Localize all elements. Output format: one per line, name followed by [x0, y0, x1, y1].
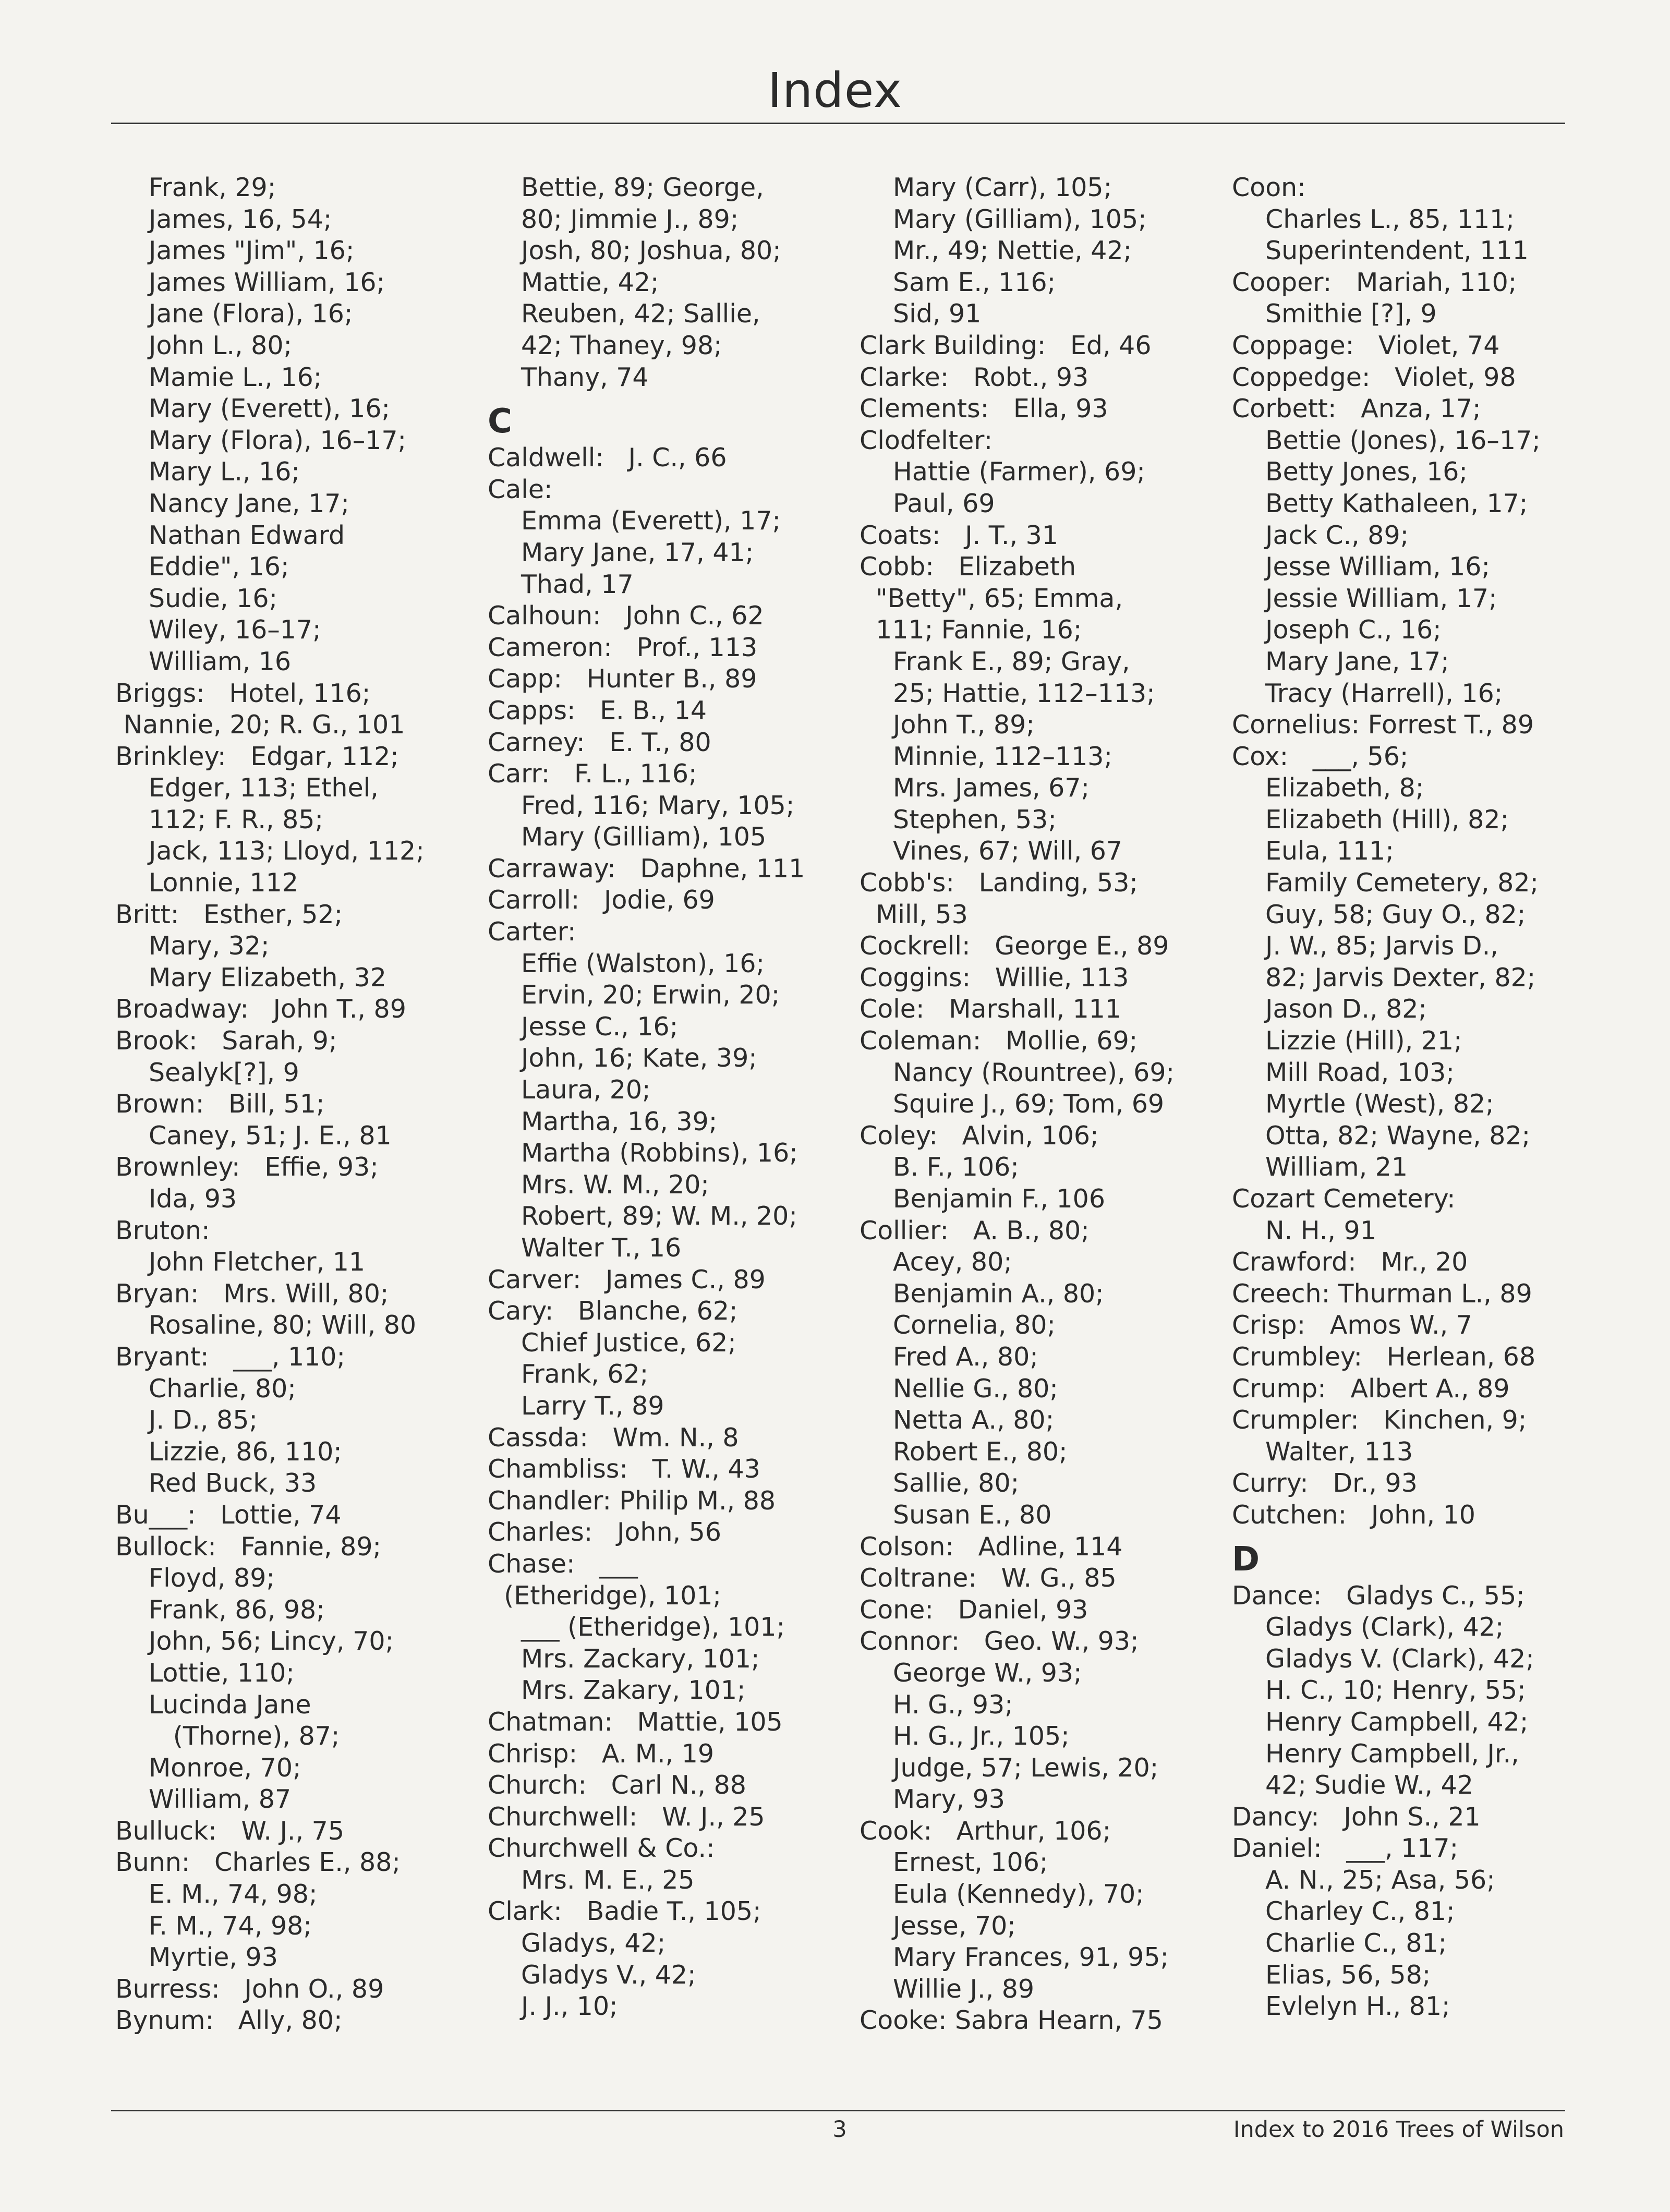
index-subentry: Paul, 69: [893, 488, 995, 518]
index-subentry: Frank E., 89; Gray,: [893, 646, 1130, 676]
index-subentry: E. M., 74, 98;: [149, 1879, 318, 1909]
index-subentry: Edger, 113; Ethel,: [149, 773, 379, 803]
index-entry: Colson: Adline, 114: [860, 1531, 1123, 1562]
index-subentry: N. H., 91: [1265, 1215, 1376, 1246]
index-subentry: H. G., 93;: [893, 1689, 1013, 1720]
index-entry: Church: Carl N., 88: [488, 1770, 746, 1800]
index-entry: Daniel: ___, 117;: [1232, 1833, 1459, 1864]
index-subentry: Gladys (Clark), 42;: [1265, 1612, 1504, 1642]
index-subentry: William, 87: [149, 1784, 292, 1815]
footer-rule: [111, 2110, 1565, 2111]
index-subentry: Charles L., 85, 111;: [1265, 204, 1515, 234]
index-subentry: H. C., 10; Henry, 55;: [1265, 1675, 1526, 1706]
index-entry: 111; Fannie, 16;: [860, 615, 1082, 645]
index-entry: (Etheridge), 101;: [488, 1580, 722, 1611]
index-subentry: 42; Thaney, 98;: [521, 330, 722, 360]
index-subentry: James William, 16;: [149, 267, 385, 297]
index-entry: Brinkley: Edgar, 112;: [115, 741, 399, 771]
index-subentry: Mrs. W. M., 20;: [521, 1169, 709, 1200]
index-subentry: Judge, 57; Lewis, 20;: [893, 1752, 1159, 1783]
index-subentry: Jack C., 89;: [1265, 520, 1409, 550]
index-subentry: Betty Jones, 16;: [1265, 457, 1468, 487]
index-subentry: Stephen, 53;: [893, 804, 1057, 835]
index-subentry: Mrs. Zakary, 101;: [521, 1675, 746, 1706]
index-subentry: Nancy Jane, 17;: [149, 488, 349, 518]
index-subentry: Mary, 32;: [149, 931, 270, 961]
index-subentry: Walter T., 16: [521, 1233, 682, 1263]
index-subentry: Elizabeth, 8;: [1265, 773, 1424, 803]
index-entry: Carney: E. T., 80: [488, 727, 711, 757]
index-entry: Creech: Thurman L., 89: [1232, 1278, 1532, 1309]
index-subentry: Lucinda Jane: [149, 1689, 311, 1720]
index-subentry: Bettie (Jones), 16–17;: [1265, 425, 1541, 455]
index-subentry: Eula, 111;: [1265, 836, 1394, 866]
index-entry: Coon:: [1232, 173, 1306, 202]
index-entry: Chrisp: A. M., 19: [488, 1738, 715, 1769]
index-subentry: Mrs. James, 67;: [893, 773, 1090, 803]
index-subentry: Martha, 16, 39;: [521, 1106, 718, 1137]
index-entry: Bullock: Fannie, 89;: [115, 1531, 382, 1562]
index-entry: Bruton:: [115, 1215, 210, 1246]
index-entry: Carroll: Jodie, 69: [488, 885, 715, 915]
index-subentry: Netta A., 80;: [893, 1405, 1055, 1435]
index-subentry: J. D., 85;: [149, 1405, 258, 1435]
index-subentry: Mr., 49; Nettie, 42;: [893, 236, 1132, 266]
index-subentry: Mattie, 42;: [521, 267, 659, 297]
index-subentry: John Fletcher, 11: [149, 1247, 366, 1277]
index-subentry: H. G., Jr., 105;: [893, 1721, 1070, 1751]
index-subentry: Mary Jane, 17;: [1265, 646, 1449, 676]
index-subentry: Lottie, 110;: [149, 1658, 295, 1688]
index-subentry: Acey, 80;: [893, 1247, 1012, 1277]
index-entry: Cole: Marshall, 111: [860, 994, 1122, 1024]
index-entry: Cockrell: George E., 89: [860, 931, 1169, 961]
index-entry: Charles: John, 56: [488, 1517, 722, 1548]
index-entry: Bunn: Charles E., 88;: [115, 1847, 401, 1878]
index-subentry: Otta, 82; Wayne, 82;: [1265, 1120, 1531, 1151]
index-subentry: Mrs. M. E., 25: [521, 1865, 695, 1895]
index-subentry: Rosaline, 80; Will, 80: [149, 1310, 417, 1340]
index-subentry: Jessie William, 17;: [1265, 583, 1497, 613]
index-entry: Coley: Alvin, 106;: [860, 1120, 1099, 1151]
index-subentry: Mamie L., 16;: [149, 362, 322, 392]
index-subentry: Sam E., 116;: [893, 267, 1056, 297]
index-subentry: Susan E., 80: [893, 1500, 1052, 1530]
index-subentry: Thad, 17: [521, 569, 634, 599]
index-entry: Cobb's: Landing, 53;: [860, 868, 1138, 898]
index-entry: Carraway: Daphne, 111: [488, 853, 805, 884]
index-subentry: J. J., 10;: [521, 1991, 618, 2022]
index-entry: Coltrane: W. G., 85: [860, 1563, 1117, 1593]
index-subentry: Family Cemetery, 82;: [1265, 868, 1539, 898]
section-letter: C: [488, 402, 512, 441]
section-letter: D: [1232, 1540, 1260, 1579]
index-entry: Clodfelter:: [860, 425, 993, 455]
index-subentry: Myrtle (West), 82;: [1265, 1089, 1494, 1119]
index-subentry: George W., 93;: [893, 1658, 1082, 1688]
index-entry: Caldwell: J. C., 66: [488, 443, 727, 473]
index-entry: Crawford: Mr., 20: [1232, 1247, 1468, 1277]
index-subentry: James, 16, 54;: [149, 204, 332, 234]
index-subentry: Willie J., 89: [893, 1974, 1035, 2004]
index-subentry: John, 56; Lincy, 70;: [149, 1626, 394, 1657]
index-entry: Corbett: Anza, 17;: [1232, 394, 1481, 424]
index-subentry: A. N., 25; Asa, 56;: [1265, 1865, 1495, 1895]
index-entry: Connor: Geo. W., 93;: [860, 1626, 1139, 1657]
index-subentry: 112; F. R., 85;: [149, 804, 323, 835]
index-subentry: Sudie, 16;: [149, 583, 278, 613]
index-entry: Dancy: John S., 21: [1232, 1802, 1481, 1832]
index-entry: Curry: Dr., 93: [1232, 1468, 1418, 1498]
index-subentry: Mary Jane, 17, 41;: [521, 537, 754, 567]
index-entry: Bryant: ___, 110;: [115, 1341, 345, 1372]
index-subentry: John L., 80;: [149, 330, 293, 360]
index-subentry: Mary (Flora), 16–17;: [149, 425, 407, 455]
index-column-2: [488, 172, 805, 2023]
index-entry: Brook: Sarah, 9;: [115, 1026, 337, 1056]
index-subentry: Wiley, 16–17;: [149, 615, 321, 645]
index-subentry: Mary Frances, 91, 95;: [893, 1942, 1169, 1973]
index-subentry: Fred A., 80;: [893, 1341, 1038, 1372]
index-subentry: Effie (Walston), 16;: [521, 948, 765, 978]
index-entry: Coggins: Willie, 113: [860, 962, 1129, 993]
index-entry: "Betty", 65; Emma,: [860, 583, 1123, 613]
index-subentry: Frank, 86, 98;: [149, 1594, 325, 1625]
header-rule: [111, 123, 1565, 124]
index-subentry: Lizzie (Hill), 21;: [1265, 1026, 1462, 1056]
index-subentry: Mary, 93: [893, 1784, 1005, 1815]
index-subentry: Jack, 113; Lloyd, 112;: [149, 836, 425, 866]
index-subentry: Bettie, 89; George,: [521, 173, 764, 202]
index-subentry: ___ (Etheridge), 101;: [521, 1612, 785, 1642]
index-subentry: Fred, 116; Mary, 105;: [521, 790, 795, 820]
index-subentry: Joseph C., 16;: [1265, 615, 1442, 645]
index-subentry: Reuben, 42; Sallie,: [521, 299, 760, 329]
index-column-4: [1232, 172, 1541, 2023]
index-entry: Cone: Daniel, 93: [860, 1594, 1088, 1625]
index-entry: Broadway: John T., 89: [115, 994, 406, 1024]
index-entry: Brown: Bill, 51;: [115, 1089, 325, 1119]
index-entry: Chambliss: T. W., 43: [488, 1454, 760, 1484]
index-subentry: Cornelia, 80;: [893, 1310, 1056, 1340]
index-subentry: Gladys, 42;: [521, 1928, 666, 1959]
index-entry: Chatman: Mattie, 105: [488, 1707, 783, 1737]
index-subentry: Robert E., 80;: [893, 1436, 1068, 1467]
index-subentry: Benjamin A., 80;: [893, 1278, 1104, 1309]
index-subentry: Guy, 58; Guy O., 82;: [1265, 899, 1526, 929]
index-entry: Bynum: Ally, 80;: [115, 2005, 343, 2036]
index-subentry: 42; Sudie W., 42: [1265, 1770, 1473, 1800]
index-entry: Calhoun: John C., 62: [488, 601, 764, 631]
index-subentry: Mary (Gilliam), 105: [521, 822, 767, 852]
index-entry: Cozart Cemetery:: [1232, 1184, 1456, 1214]
index-subentry: Elias, 56, 58;: [1265, 1960, 1431, 1990]
index-entry: Cox: ___, 56;: [1232, 741, 1409, 771]
index-subentry: Mary (Everett), 16;: [149, 394, 391, 424]
index-entry: Bu___: Lottie, 74: [115, 1500, 342, 1530]
index-subentry: 80; Jimmie J., 89;: [521, 204, 739, 234]
index-subentry: Sealyk[?], 9: [149, 1057, 299, 1087]
index-subentry: Mill Road, 103;: [1265, 1057, 1455, 1087]
index-subentry: Ervin, 20; Erwin, 20;: [521, 980, 780, 1010]
index-subentry: Vines, 67; Will, 67: [893, 836, 1123, 866]
index-entry: Briggs: Hotel, 116;: [115, 678, 371, 708]
index-subentry: Lonnie, 112: [149, 868, 298, 898]
index-entry: Chandler: Philip M., 88: [488, 1485, 776, 1516]
index-subentry: J. W., 85; Jarvis D.,: [1265, 931, 1498, 961]
index-entry: Nannie, 20; R. G., 101: [115, 710, 405, 740]
index-subentry: Jesse, 70;: [893, 1911, 1016, 1941]
index-subentry: Benjamin F., 106: [893, 1184, 1106, 1214]
footer-title: Index to 2016 Trees of Wilson: [1233, 2117, 1564, 2143]
index-subentry: Mary L., 16;: [149, 457, 300, 487]
index-subentry: John, 16; Kate, 39;: [521, 1043, 757, 1073]
index-subentry: Chief Justice, 62;: [521, 1327, 736, 1358]
index-entry: Cassda: Wm. N., 8: [488, 1422, 739, 1453]
index-entry: Crump: Albert A., 89: [1232, 1373, 1510, 1404]
index-subentry: James "Jim", 16;: [149, 236, 355, 266]
index-subentry: Charley C., 81;: [1265, 1896, 1455, 1927]
index-subentry: Betty Kathaleen, 17;: [1265, 488, 1528, 518]
index-subentry: William, 21: [1265, 1152, 1408, 1182]
index-subentry: Smithie [?], 9: [1265, 299, 1437, 329]
index-subentry: Nancy (Rountree), 69;: [893, 1057, 1175, 1087]
index-entry: Coppedge: Violet, 98: [1232, 362, 1516, 392]
index-subentry: Ida, 93: [149, 1184, 237, 1214]
index-subentry: Sallie, 80;: [893, 1468, 1020, 1498]
index-subentry: B. F., 106;: [893, 1152, 1019, 1182]
index-entry: Cutchen: John, 10: [1232, 1500, 1475, 1530]
index-entry: Carr: F. L., 116;: [488, 759, 697, 789]
index-subentry: Laura, 20;: [521, 1075, 651, 1105]
index-entry: Coats: J. T., 31: [860, 520, 1058, 550]
index-subentry: John T., 89;: [893, 710, 1035, 740]
index-subentry: Mary (Carr), 105;: [893, 173, 1112, 202]
index-subentry: Minnie, 112–113;: [893, 741, 1112, 771]
index-entry: Clements: Ella, 93: [860, 394, 1108, 424]
index-subentry: Gladys V., 42;: [521, 1960, 696, 1990]
index-subentry: Walter, 113: [1265, 1436, 1413, 1467]
index-entry: Coppage: Violet, 74: [1232, 330, 1500, 360]
index-subentry: (Thorne), 87;: [149, 1721, 340, 1751]
index-entry: Crumbley: Herlean, 68: [1232, 1341, 1536, 1372]
index-entry: Cornelius: Forrest T., 89: [1232, 710, 1534, 740]
index-entry: Churchwell & Co.:: [488, 1833, 715, 1864]
index-subentry: Emma (Everett), 17;: [521, 506, 781, 536]
index-subentry: Frank, 62;: [521, 1359, 649, 1389]
index-subentry: Larry T., 89: [521, 1391, 664, 1421]
index-entry: Cobb: Elizabeth: [860, 552, 1076, 582]
index-subentry: Evlelyn H., 81;: [1265, 1991, 1450, 2022]
index-entry: Clark Building: Ed, 46: [860, 330, 1152, 360]
index-entry: Bulluck: W. J., 75: [115, 1816, 345, 1846]
index-subentry: Floyd, 89;: [149, 1563, 275, 1593]
index-subentry: Nellie G., 80;: [893, 1373, 1058, 1404]
index-subentry: Henry Campbell, Jr.,: [1265, 1738, 1519, 1769]
index-entry: Carter:: [488, 917, 576, 947]
index-entry: Capp: Hunter B., 89: [488, 664, 757, 694]
index-subentry: Eddie", 16;: [149, 552, 289, 582]
index-entry: Clark: Badie T., 105;: [488, 1896, 761, 1927]
index-subentry: Jesse C., 16;: [521, 1011, 679, 1042]
index-subentry: Frank, 29;: [149, 173, 276, 202]
index-column-3: [860, 172, 1175, 2037]
index-subentry: Mrs. Zackary, 101;: [521, 1643, 760, 1674]
index-entry: Dance: Gladys C., 55;: [1232, 1580, 1525, 1611]
index-subentry: Charlie, 80;: [149, 1373, 296, 1404]
index-subentry: Nathan Edward: [149, 520, 345, 550]
index-subentry: Robert, 89; W. M., 20;: [521, 1201, 797, 1231]
index-entry: Crisp: Amos W., 7: [1232, 1310, 1472, 1340]
index-entry: Cale:: [488, 474, 553, 504]
index-subentry: Mary (Gilliam), 105;: [893, 204, 1147, 234]
index-subentry: Thany, 74: [521, 362, 649, 392]
index-subentry: Squire J., 69; Tom, 69: [893, 1089, 1165, 1119]
index-subentry: Lizzie, 86, 110;: [149, 1436, 342, 1467]
index-subentry: 82; Jarvis Dexter, 82;: [1265, 962, 1536, 993]
index-subentry: Caney, 51; J. E., 81: [149, 1120, 392, 1151]
index-entry: Coleman: Mollie, 69;: [860, 1026, 1138, 1056]
index-entry: Capps: E. B., 14: [488, 695, 707, 726]
index-entry: Clarke: Robt., 93: [860, 362, 1089, 392]
index-entry: Chase: ___: [488, 1549, 638, 1579]
index-subentry: 25; Hattie, 112–113;: [893, 678, 1155, 708]
index-subentry: Monroe, 70;: [149, 1752, 301, 1783]
index-entry: Cooper: Mariah, 110;: [1232, 267, 1517, 297]
index-subentry: Ernest, 106;: [893, 1847, 1048, 1878]
index-subentry: Eula (Kennedy), 70;: [893, 1879, 1144, 1909]
index-subentry: Hattie (Farmer), 69;: [893, 457, 1145, 487]
index-entry: Burress: John O., 89: [115, 1974, 384, 2004]
index-subentry: F. M., 74, 98;: [149, 1911, 312, 1941]
index-subentry: Red Buck, 33: [149, 1468, 317, 1498]
index-entry: Bryan: Mrs. Will, 80;: [115, 1278, 389, 1309]
index-subentry: Josh, 80; Joshua, 80;: [521, 236, 781, 266]
index-subentry: William, 16: [149, 646, 292, 676]
page-title: Index: [767, 63, 903, 118]
index-entry: Churchwell: W. J., 25: [488, 1802, 765, 1832]
index-subentry: Myrtie, 93: [149, 1942, 278, 1973]
index-subentry: Charlie C., 81;: [1265, 1928, 1447, 1959]
index-entry: Cameron: Prof., 113: [488, 632, 758, 662]
index-subentry: Martha (Robbins), 16;: [521, 1138, 798, 1168]
index-column-1: [115, 172, 425, 2037]
index-subentry: Elizabeth (Hill), 82;: [1265, 804, 1509, 835]
index-entry: Mill, 53: [860, 899, 968, 929]
index-entry: Cooke: Sabra Hearn, 75: [860, 2005, 1163, 2036]
index-subentry: Sid, 91: [893, 299, 982, 329]
index-subentry: Superintendent, 111: [1265, 236, 1529, 266]
index-subentry: Henry Campbell, 42;: [1265, 1707, 1529, 1737]
index-entry: Brownley: Effie, 93;: [115, 1152, 379, 1182]
index-subentry: Mary Elizabeth, 32: [149, 962, 386, 993]
index-entry: Crumpler: Kinchen, 9;: [1232, 1405, 1527, 1435]
index-entry: Cary: Blanche, 62;: [488, 1296, 738, 1326]
index-entry: Carver: James C., 89: [488, 1264, 766, 1295]
index-subentry: Jane (Flora), 16;: [149, 299, 353, 329]
index-entry: Cook: Arthur, 106;: [860, 1816, 1111, 1846]
page-number: 3: [832, 2117, 847, 2143]
index-subentry: Jason D., 82;: [1265, 994, 1427, 1024]
index-entry: Britt: Esther, 52;: [115, 899, 343, 929]
index-subentry: Tracy (Harrell), 16;: [1265, 678, 1503, 708]
index-subentry: Gladys V. (Clark), 42;: [1265, 1643, 1534, 1674]
index-entry: Collier: A. B., 80;: [860, 1215, 1090, 1246]
index-subentry: Jesse William, 16;: [1265, 552, 1490, 582]
